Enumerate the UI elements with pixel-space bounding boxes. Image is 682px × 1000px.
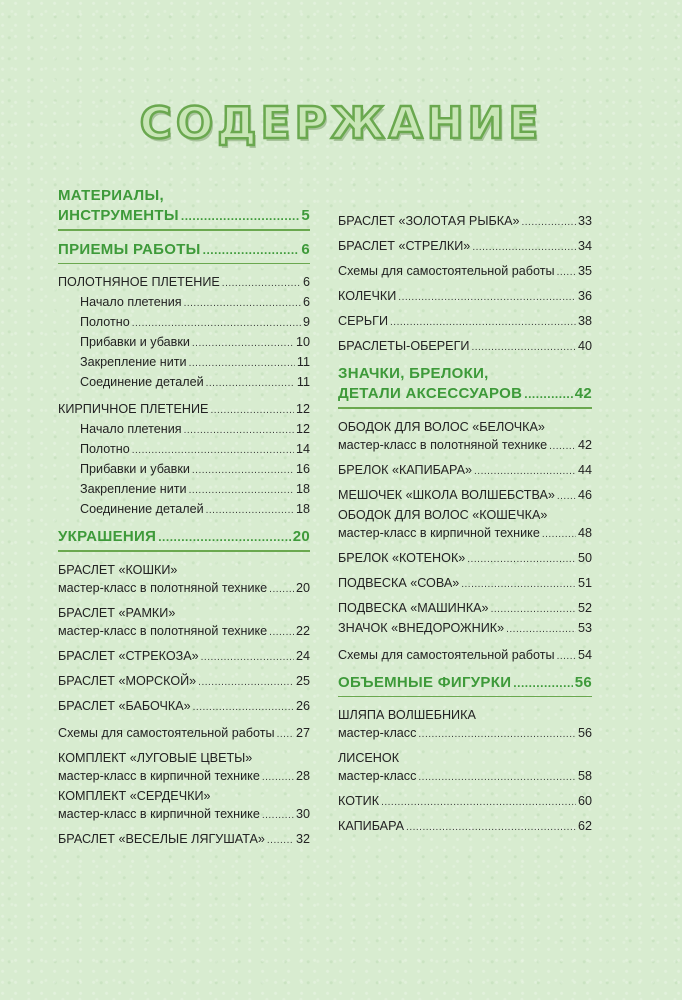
page-number: 6 bbox=[301, 240, 310, 258]
toc-entry-morskoy[interactable] bbox=[58, 672, 310, 692]
entry-description: мастер-класс в полотняной технике bbox=[58, 580, 268, 595]
entry-title: ЗНАЧОК «ВНЕДОРОЖНИК» bbox=[338, 620, 505, 635]
entry-title: Начало плетения bbox=[80, 422, 182, 436]
page-number: 28 bbox=[295, 768, 310, 783]
page-number: 26 bbox=[295, 698, 310, 713]
section-divider bbox=[338, 407, 592, 409]
page-number: 14 bbox=[295, 442, 310, 456]
entry-title: БРАСЛЕТЫ-ОБЕРЕГИ bbox=[338, 339, 470, 353]
toc-entry-sova[interactable] bbox=[338, 574, 592, 594]
entry-title: БРАСЛЕТ «РАМКИ» bbox=[58, 605, 176, 620]
section-decorations[interactable] bbox=[58, 527, 310, 547]
toc-entry-sergi[interactable] bbox=[338, 312, 592, 332]
entry-title: Схемы для самостоятельной работы bbox=[338, 264, 555, 278]
toc-entry-schemes[interactable] bbox=[58, 724, 310, 744]
entry-title: БРАСЛЕТ «СТРЕКОЗА» bbox=[58, 648, 199, 663]
entry-title: Закрепление нити bbox=[80, 482, 187, 496]
page-number: 24 bbox=[295, 648, 310, 663]
entry-title: Закрепление нити bbox=[80, 355, 187, 369]
section-figures[interactable] bbox=[338, 673, 592, 693]
page-number: 48 bbox=[577, 525, 592, 540]
page-number: 52 bbox=[577, 600, 592, 615]
entry-title: БРАСЛЕТ «КОШКИ» bbox=[58, 562, 178, 577]
section-divider bbox=[58, 263, 310, 265]
toc-entry-strelki[interactable] bbox=[338, 237, 592, 257]
entry-description: мастер-класс в полотняной технике bbox=[338, 437, 548, 452]
toc-entry-schemes[interactable] bbox=[338, 262, 592, 282]
toc-subentry[interactable] bbox=[58, 480, 310, 500]
entry-title: ЛИСЕНОК bbox=[338, 751, 400, 765]
entry-title: ПОЛОТНЯНОЕ ПЛЕТЕНИЕ bbox=[58, 275, 220, 289]
entry-title: КОМПЛЕКТ «ЛУГОВЫЕ ЦВЕТЫ» bbox=[58, 750, 253, 765]
entry-title: Полотно bbox=[80, 442, 130, 456]
section-title-line: ЗНАЧКИ, БРЕЛОКИ, bbox=[338, 365, 489, 382]
entry-title: БРЕЛОК «КАПИБАРА» bbox=[338, 462, 473, 477]
page-number: 6 bbox=[302, 275, 310, 289]
toc-entry-schemes[interactable] bbox=[338, 646, 592, 666]
entry-title: ОБОДОК ДЛЯ ВОЛОС «КОШЕЧКА» bbox=[338, 507, 548, 522]
entry-title: КИРПИЧНОЕ ПЛЕТЕНИЕ bbox=[58, 402, 209, 416]
toc-entry-shlyapa[interactable] bbox=[338, 706, 592, 744]
section-title-line: ИНСТРУМЕНТЫ bbox=[58, 207, 179, 224]
toc-entry-babochka[interactable] bbox=[58, 697, 310, 717]
page-number: 11 bbox=[296, 375, 310, 389]
toc-entry-kirpich[interactable] bbox=[58, 400, 310, 420]
page-number: 20 bbox=[295, 580, 310, 595]
toc-entry-kotenok[interactable] bbox=[338, 549, 592, 569]
entry-title: СЕРЬГИ bbox=[338, 314, 389, 328]
section-title: УКРАШЕНИЯ bbox=[58, 528, 157, 545]
page-number: 22 bbox=[295, 623, 310, 638]
page-number: 42 bbox=[577, 437, 592, 452]
toc-entry-kolechki[interactable] bbox=[338, 287, 592, 307]
entry-title: МЕШОЧЕК «ШКОЛА ВОЛШЕБСТВА» bbox=[338, 487, 555, 502]
toc-subentry[interactable] bbox=[58, 440, 310, 460]
page-number: 54 bbox=[577, 647, 592, 662]
toc-subentry[interactable] bbox=[58, 460, 310, 480]
section-divider bbox=[58, 550, 310, 552]
toc-subentry[interactable] bbox=[58, 373, 310, 393]
entry-title: ШЛЯПА ВОЛШЕБНИКА bbox=[338, 708, 476, 722]
entry-description: мастер-класс bbox=[338, 769, 417, 783]
toc-entry-vnedorozhnik[interactable] bbox=[338, 619, 592, 639]
page-number: 56 bbox=[577, 726, 592, 740]
toc-entry-kapibara[interactable] bbox=[338, 817, 592, 837]
page-number: 10 bbox=[295, 335, 310, 349]
toc-entry-koshechka[interactable] bbox=[338, 506, 592, 544]
page-number: 46 bbox=[577, 487, 592, 502]
toc-subentry[interactable] bbox=[58, 313, 310, 333]
entry-title: ПОДВЕСКА «МАШИНКА» bbox=[338, 600, 489, 615]
entry-title: БРАСЛЕТ «БАБОЧКА» bbox=[58, 698, 191, 713]
section-divider bbox=[338, 696, 592, 698]
entry-title: ОБОДОК ДЛЯ ВОЛОС «БЕЛОЧКА» bbox=[338, 419, 545, 434]
entry-title: БРАСЛЕТ «МОРСКОЙ» bbox=[58, 673, 197, 688]
entry-title: Соединение деталей bbox=[80, 502, 204, 516]
entry-title: Полотно bbox=[80, 315, 130, 329]
entry-title: КОТИК bbox=[338, 794, 380, 808]
toc-entry-kapibara-brelok[interactable] bbox=[338, 461, 592, 481]
entry-description: мастер-класс в полотняной технике bbox=[58, 623, 268, 638]
section-title: ОБЪЕМНЫЕ ФИГУРКИ bbox=[338, 673, 512, 691]
section-title-line: МАТЕРИАЛЫ, bbox=[58, 187, 164, 204]
entry-title: Соединение деталей bbox=[80, 375, 204, 389]
entry-title: Прибавки и убавки bbox=[80, 335, 190, 349]
page-number: 5 bbox=[301, 207, 310, 224]
toc-entry-kotik[interactable] bbox=[338, 792, 592, 812]
toc-entry-lyagushata[interactable] bbox=[58, 830, 310, 850]
entry-description: мастер-класс в кирпичной технике bbox=[58, 768, 260, 783]
page-number: 36 bbox=[577, 289, 592, 303]
entry-title: Схемы для самостоятельной работы bbox=[58, 725, 275, 740]
toc-left-column bbox=[58, 186, 310, 850]
section-divider bbox=[58, 229, 310, 231]
entry-title: Схемы для самостоятельной работы bbox=[338, 647, 555, 662]
toc-subentry[interactable] bbox=[58, 293, 310, 313]
toc-entry-lisenok[interactable] bbox=[338, 749, 592, 787]
toc-entry-lugovye[interactable] bbox=[58, 749, 310, 787]
entry-title: КОМПЛЕКТ «СЕРДЕЧКИ» bbox=[58, 788, 211, 803]
page-number: 58 bbox=[577, 769, 592, 783]
page-number: 44 bbox=[577, 462, 592, 477]
page-number: 30 bbox=[295, 806, 310, 821]
toc-entry-oberegi[interactable] bbox=[338, 337, 592, 357]
page-number: 18 bbox=[295, 502, 310, 516]
page-number: 9 bbox=[302, 315, 310, 329]
page-number: 34 bbox=[577, 239, 592, 253]
page-number: 60 bbox=[577, 794, 592, 808]
toc-right-column bbox=[338, 212, 592, 837]
page-number: 53 bbox=[577, 620, 592, 635]
page-number: 18 bbox=[295, 482, 310, 496]
page-number: 25 bbox=[295, 673, 310, 688]
entry-title: БРАСЛЕТ «ВЕСЕЛЫЕ ЛЯГУШАТА» bbox=[58, 831, 265, 846]
section-materials[interactable] bbox=[58, 186, 310, 226]
toc-entry-meshochek[interactable] bbox=[338, 486, 592, 506]
page-number: 33 bbox=[577, 214, 592, 228]
toc-entry-mashinka[interactable] bbox=[338, 599, 592, 619]
page-number: 27 bbox=[295, 725, 310, 740]
entry-title: КОЛЕЧКИ bbox=[338, 289, 397, 303]
toc-entry-koshki[interactable] bbox=[58, 561, 310, 599]
page-number: 20 bbox=[292, 528, 310, 545]
toc-entry-rybka[interactable] bbox=[338, 212, 592, 232]
section-badges[interactable] bbox=[338, 364, 592, 404]
page-number: 35 bbox=[577, 264, 592, 278]
page-number: 6 bbox=[302, 295, 310, 309]
toc-subentry[interactable] bbox=[58, 500, 310, 520]
toc-entry-belochka[interactable] bbox=[338, 418, 592, 456]
section-techniques[interactable] bbox=[58, 240, 310, 260]
entry-title: Прибавки и убавки bbox=[80, 462, 190, 476]
entry-title: Начало плетения bbox=[80, 295, 182, 309]
page-number: 40 bbox=[577, 339, 592, 353]
entry-title: БРАСЛЕТ «ЗОЛОТАЯ РЫБКА» bbox=[338, 214, 520, 228]
page-title: СОДЕРЖАНИЕ bbox=[139, 98, 543, 149]
page-number: 56 bbox=[574, 673, 592, 691]
entry-title: КАПИБАРА bbox=[338, 819, 405, 833]
page-number: 11 bbox=[296, 355, 310, 369]
page-number: 38 bbox=[577, 314, 592, 328]
page-number: 42 bbox=[574, 385, 592, 402]
toc-entry-ramki[interactable] bbox=[58, 604, 310, 642]
entry-title: БРЕЛОК «КОТЕНОК» bbox=[338, 550, 466, 565]
page-number: 62 bbox=[577, 819, 592, 833]
entry-description: мастер-класс в кирпичной технике bbox=[58, 806, 260, 821]
entry-title: ПОДВЕСКА «СОВА» bbox=[338, 575, 460, 590]
toc-subentry[interactable] bbox=[58, 353, 310, 373]
entry-description: мастер-класс в кирпичной технике bbox=[338, 525, 540, 540]
toc-entry-polotno[interactable] bbox=[58, 273, 310, 293]
page-number: 12 bbox=[295, 422, 310, 436]
toc-entry-serdechki[interactable] bbox=[58, 787, 310, 825]
entry-description: мастер-класс bbox=[338, 726, 417, 740]
page-number: 32 bbox=[295, 831, 310, 846]
section-title: ПРИЕМЫ РАБОТЫ bbox=[58, 240, 201, 258]
page-number: 50 bbox=[577, 550, 592, 565]
toc-entry-strekoza[interactable] bbox=[58, 647, 310, 667]
toc-subentry[interactable] bbox=[58, 420, 310, 440]
page-number: 51 bbox=[577, 575, 592, 590]
page-number: 16 bbox=[295, 462, 310, 476]
entry-title: БРАСЛЕТ «СТРЕЛКИ» bbox=[338, 239, 471, 253]
page-number: 12 bbox=[295, 402, 310, 416]
toc-subentry[interactable] bbox=[58, 333, 310, 353]
section-title-line: ДЕТАЛИ АКСЕССУАРОВ bbox=[338, 385, 523, 402]
